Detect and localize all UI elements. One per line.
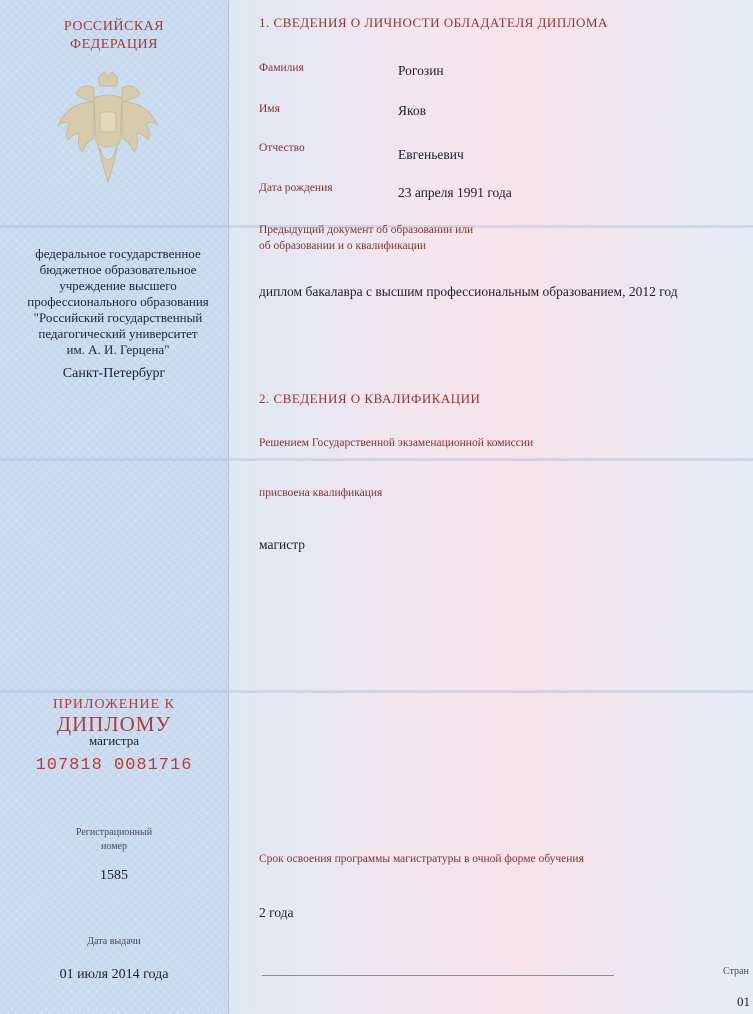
qualification-value: магистр [259, 537, 306, 552]
dob-value: 23 апреля 1991 года [398, 185, 512, 200]
fold-line [0, 458, 753, 461]
section-1-heading: 1. СВЕДЕНИЯ О ЛИЧНОСТИ ОБЛАДАТЕЛЯ ДИПЛОМА [259, 15, 608, 30]
appendix-title-line-2: ДИПЛОМУ [56, 712, 172, 736]
appendix-title-line-1: ПРИЛОЖЕНИЕ К [53, 697, 175, 712]
page-number: 01 [737, 994, 750, 1009]
patronymic-value: Евгеньевич [398, 147, 464, 162]
double-headed-eagle-icon [54, 72, 162, 190]
signature-line [262, 975, 614, 976]
page-label: Стран [723, 966, 749, 977]
fold-line [0, 690, 753, 693]
decision-label: Решением Государственной экзаменационной комиссии [259, 437, 534, 449]
reg-number-label-line-1: Регистрационный [75, 827, 153, 838]
patronymic-label: Отчество [259, 142, 305, 154]
appendix-title-line-3: магистра [88, 733, 140, 748]
city: Санкт-Петербург [62, 366, 166, 381]
surname-label: Фамилия [259, 62, 304, 74]
serial-number: 107818 0081716 [35, 756, 193, 775]
prev-doc-value: диплом бакалавра с высшим профессиональным образованием, 2012 год [259, 284, 678, 299]
prev-doc-label-line-2: об образовании и о квалификации [259, 240, 427, 252]
reg-number: 1585 [100, 868, 128, 883]
assigned-qualification-label: присвоена квалификация [259, 487, 383, 499]
reg-number-label-line-2: номер [101, 841, 127, 852]
section-2-heading: 2. СВЕДЕНИЯ О КВАЛИФИКАЦИИ [259, 391, 481, 406]
duration-label: Срок освоения программы магистратуры в очной форме обучения [259, 853, 584, 865]
surname-value: Рогозин [398, 63, 444, 78]
country-line-1: РОССИЙСКАЯ [63, 19, 165, 34]
dob-label: Дата рождения [259, 182, 333, 194]
issue-date: 01 июля 2014 года [59, 967, 169, 982]
prev-doc-label-line-1: Предыдущий документ об образовании или [259, 224, 474, 236]
name-value: Яков [398, 103, 427, 118]
country-line-2: ФЕДЕРАЦИЯ [70, 37, 158, 52]
name-label: Имя [259, 103, 280, 115]
issue-date-label: Дата выдачи [87, 936, 141, 947]
organization-name: федеральное государственное бюджетное образовательное учреждение высшего профессионального образования "Российский государственный педагогический университет им. А. И. Герцена" [27, 246, 209, 357]
duration-value: 2 года [259, 905, 294, 920]
